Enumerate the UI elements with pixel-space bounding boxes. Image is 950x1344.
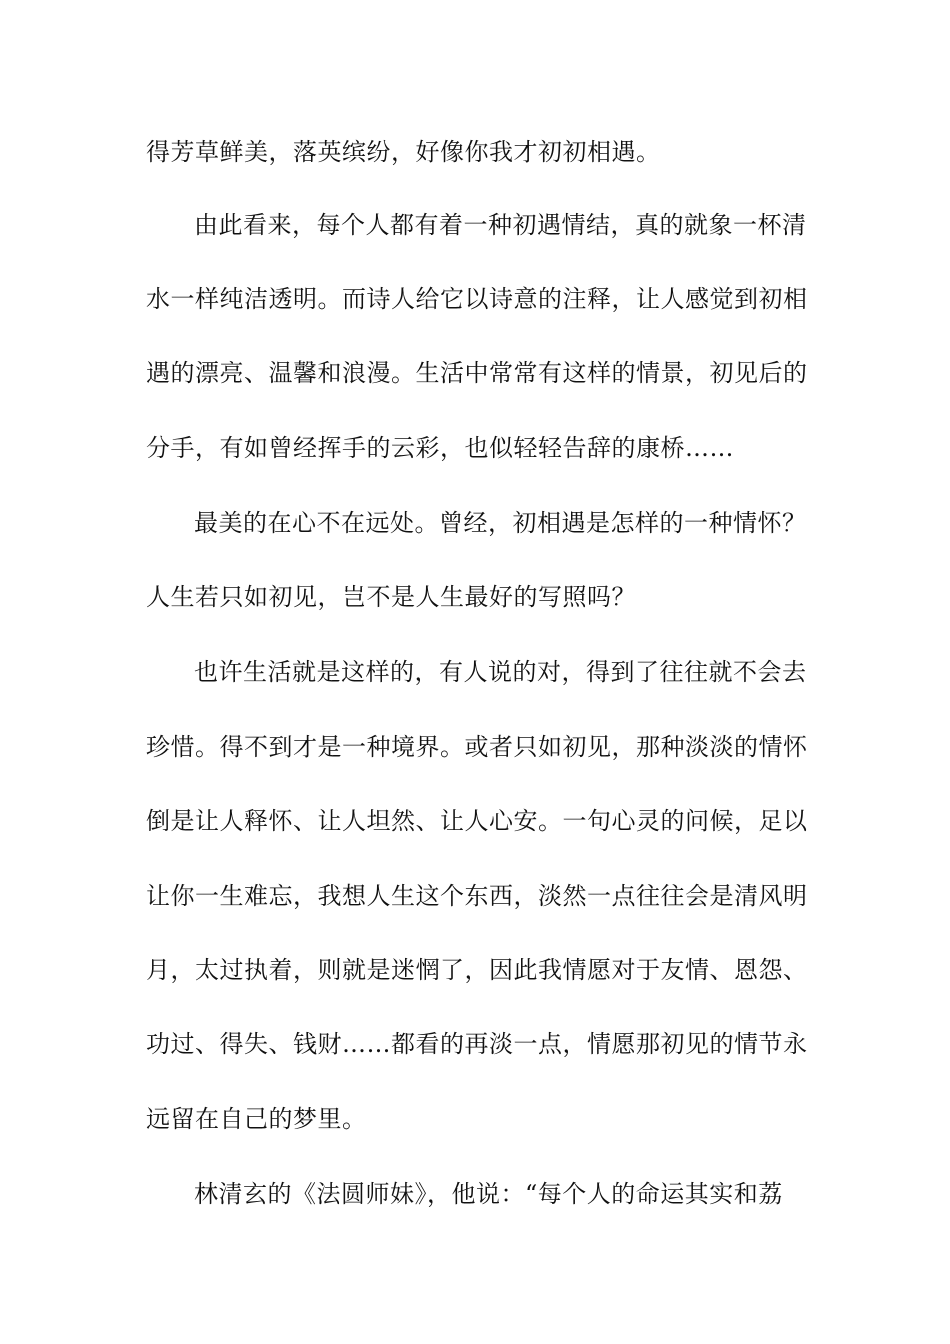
text-line: 倒是让人释怀、让人坦然、让人心安。一句心灵的问候，足以 bbox=[146, 807, 808, 835]
text-line: 让你一生难忘，我想人生这个东西，淡然一点往往会是清风明 bbox=[146, 882, 808, 910]
paragraph-first-line: 最美的在心不在远处。曾经，初相遇是怎样的一种情怀？ bbox=[194, 509, 807, 537]
paragraph-first-line: 林清玄的《法圆师妹》，他说：“每个人的命运其实和荔 bbox=[194, 1180, 783, 1208]
text-line: 水一样纯洁透明。而诗人给它以诗意的注释，让人感觉到初相 bbox=[146, 285, 808, 313]
text-line: 月，太过执着，则就是迷惘了，因此我情愿对于友情、恩怨、 bbox=[146, 956, 808, 984]
text-line: 遇的漂亮、温馨和浪漫。生活中常常有这样的情景，初见后的 bbox=[146, 359, 808, 387]
text-line: 功过、得失、钱财……都看的再淡一点，情愿那初见的情节永 bbox=[146, 1030, 808, 1058]
paragraph-first-line: 也许生活就是这样的，有人说的对，得到了往往就不会去 bbox=[194, 658, 807, 686]
text-line: 得芳草鲜美，落英缤纷，好像你我才初初相遇。 bbox=[146, 138, 661, 166]
text-line: 人生若只如初见，岂不是人生最好的写照吗？ bbox=[146, 583, 636, 611]
paragraph-first-line: 由此看来，每个人都有着一种初遇情结，真的就象一杯清 bbox=[194, 211, 807, 239]
text-line: 分手，有如曾经挥手的云彩，也似轻轻告辞的康桥…… bbox=[146, 434, 734, 462]
text-line: 珍惜。得不到才是一种境界。或者只如初见，那种淡淡的情怀 bbox=[146, 733, 808, 761]
text-line: 远留在自己的梦里。 bbox=[146, 1105, 367, 1133]
